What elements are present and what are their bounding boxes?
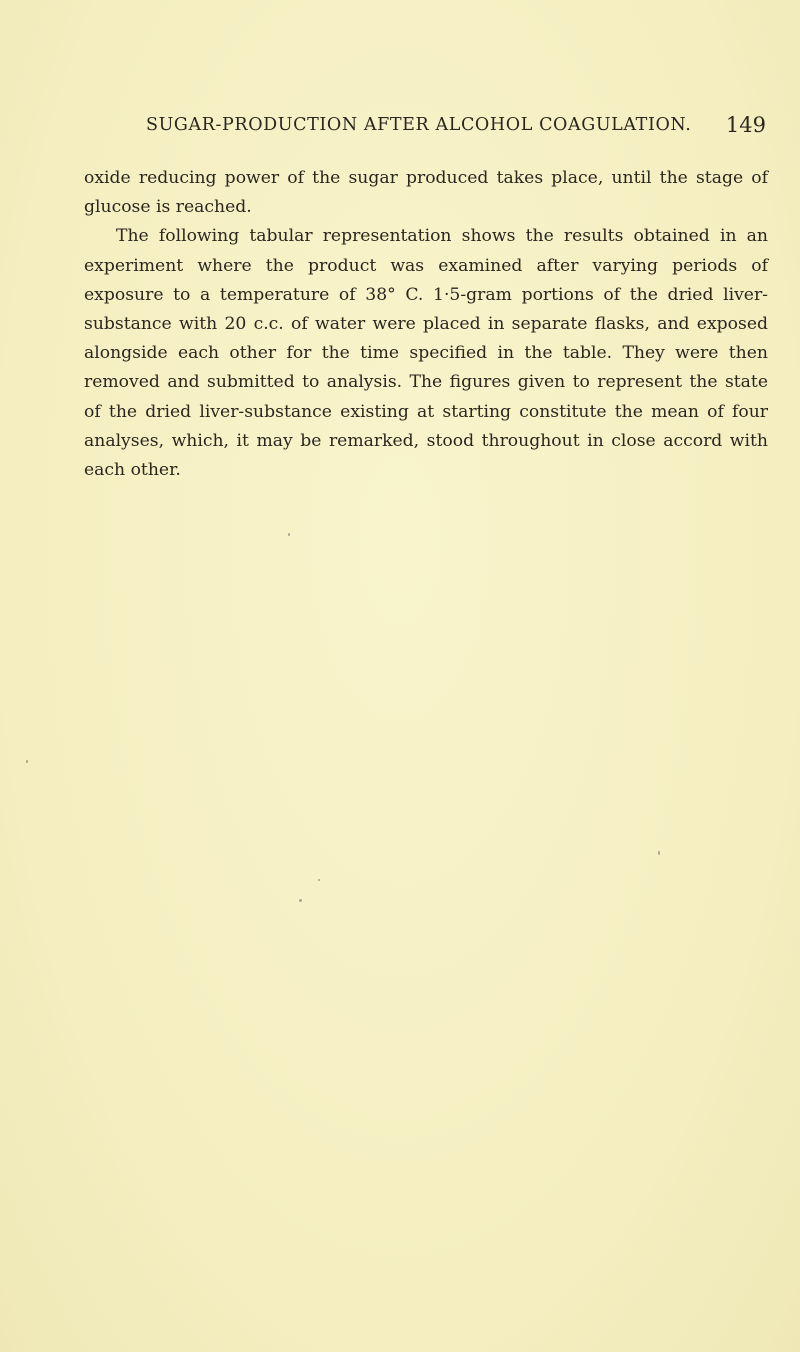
paragraph-tabular-representation: The following tabular representation shows the results obtained in an experiment where the product was examined after varying periods of exposure to a temperature of 38° C. 1·5-gram portions of the dried liver-substance with 20 c.c. of water were placed in separate flasks, and exposed alongside each other for the time specified in the table. They were then removed and submitted to analysis. The figures given to represent the state of the dried liver-substance existing at starting constitute the mean of four analyses, which, it may be remarked, stood throughout in close accord with each other.	[84, 226, 768, 481]
running-head-title: SUGAR-PRODUCTION AFTER ALCOHOL COAGULATION.	[146, 115, 692, 135]
page-number: 149	[725, 113, 766, 137]
body-text	[84, 164, 768, 485]
paper-speck	[318, 879, 320, 881]
paper-speck	[299, 899, 302, 902]
running-head	[146, 111, 766, 139]
paragraph-continuation: oxide reducing power of the sugar produced takes place, until the stage of glucose is reached.	[84, 168, 768, 218]
paper-speck	[658, 851, 660, 855]
paper-speck	[288, 533, 290, 536]
paper-speck	[26, 760, 28, 763]
